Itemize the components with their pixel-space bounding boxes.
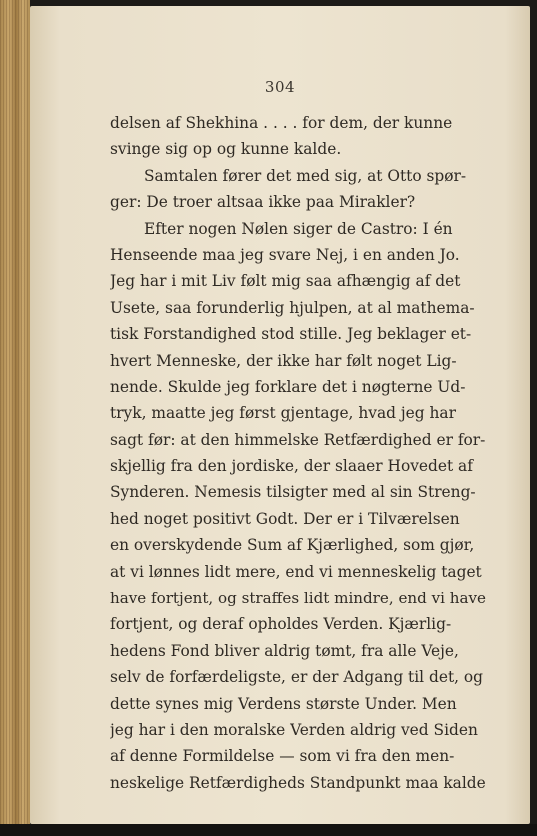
text-line: ger: De troer altsaa ikke paa Mirakler? bbox=[110, 193, 416, 212]
page-number: 304 bbox=[264, 78, 296, 96]
book-spine-edge bbox=[0, 0, 30, 836]
text-line: tisk Forstandighed stod stille. Jeg beklager et- bbox=[110, 325, 472, 344]
text-line: hvert Menneske, der ikke har følt noget Lig- bbox=[110, 351, 457, 370]
text-line: Synderen. Nemesis tilsigter med al sin Streng- bbox=[110, 483, 476, 502]
text-line: Efter nogen Nølen siger de Castro: I én bbox=[144, 219, 453, 238]
text-line: skjellig fra den jordiske, der slaaer Hovedet af bbox=[110, 457, 473, 476]
text-line: fortjent, og deraf opholdes Verden. Kjærlig- bbox=[110, 615, 452, 634]
text-line: delsen af Shekhina . . . . for dem, der kunne bbox=[110, 114, 453, 132]
text-line: nende. Skulde jeg forklare det i nøgterne Ud- bbox=[110, 377, 466, 396]
text-line: hedens Fond bliver aldrig tømt, fra alle Veje, bbox=[110, 641, 459, 660]
text-line: selv de forfærdeligste, er der Adgang til det, og bbox=[110, 668, 484, 687]
text-line: svinge sig op og kunne kalde. bbox=[110, 140, 342, 159]
page-bottom-edge bbox=[0, 824, 537, 836]
book-page bbox=[30, 6, 530, 824]
text-line: Usete, saa forunderlig hjulpen, at al mathema- bbox=[110, 298, 475, 317]
text-line: hed noget positivt Godt. Der er i Tilværelsen bbox=[110, 509, 460, 528]
text-line: at vi lønnes lidt mere, end vi menneskelig taget bbox=[110, 562, 482, 581]
page-text-body bbox=[110, 110, 486, 796]
text-line: tryk, maatte jeg først gjentage, hvad jeg har bbox=[110, 404, 456, 423]
text-line: neskelige Retfærdigheds Standpunkt maa kalde bbox=[110, 773, 486, 792]
text-line: sagt før: at den himmelske Retfærdighed er for- bbox=[110, 430, 486, 449]
text-line: en overskydende Sum af Kjærlighed, som gjør, bbox=[110, 536, 475, 555]
text-line: have fortjent, og straffes lidt mindre, end vi have bbox=[110, 589, 486, 608]
text-line: af denne Formildelse — som vi fra den men- bbox=[110, 747, 455, 766]
text-line: Jeg har i mit Liv følt mig saa afhængig af det bbox=[110, 272, 461, 291]
text-line: jeg har i den moralske Verden aldrig ved Siden bbox=[110, 720, 478, 739]
text-line: dette synes mig Verdens største Under. Men bbox=[110, 694, 457, 713]
text-line: Henseende maa jeg svare Nej, i en anden Jo. bbox=[110, 245, 460, 264]
text-line: Samtalen fører det med sig, at Otto spør- bbox=[144, 166, 467, 185]
